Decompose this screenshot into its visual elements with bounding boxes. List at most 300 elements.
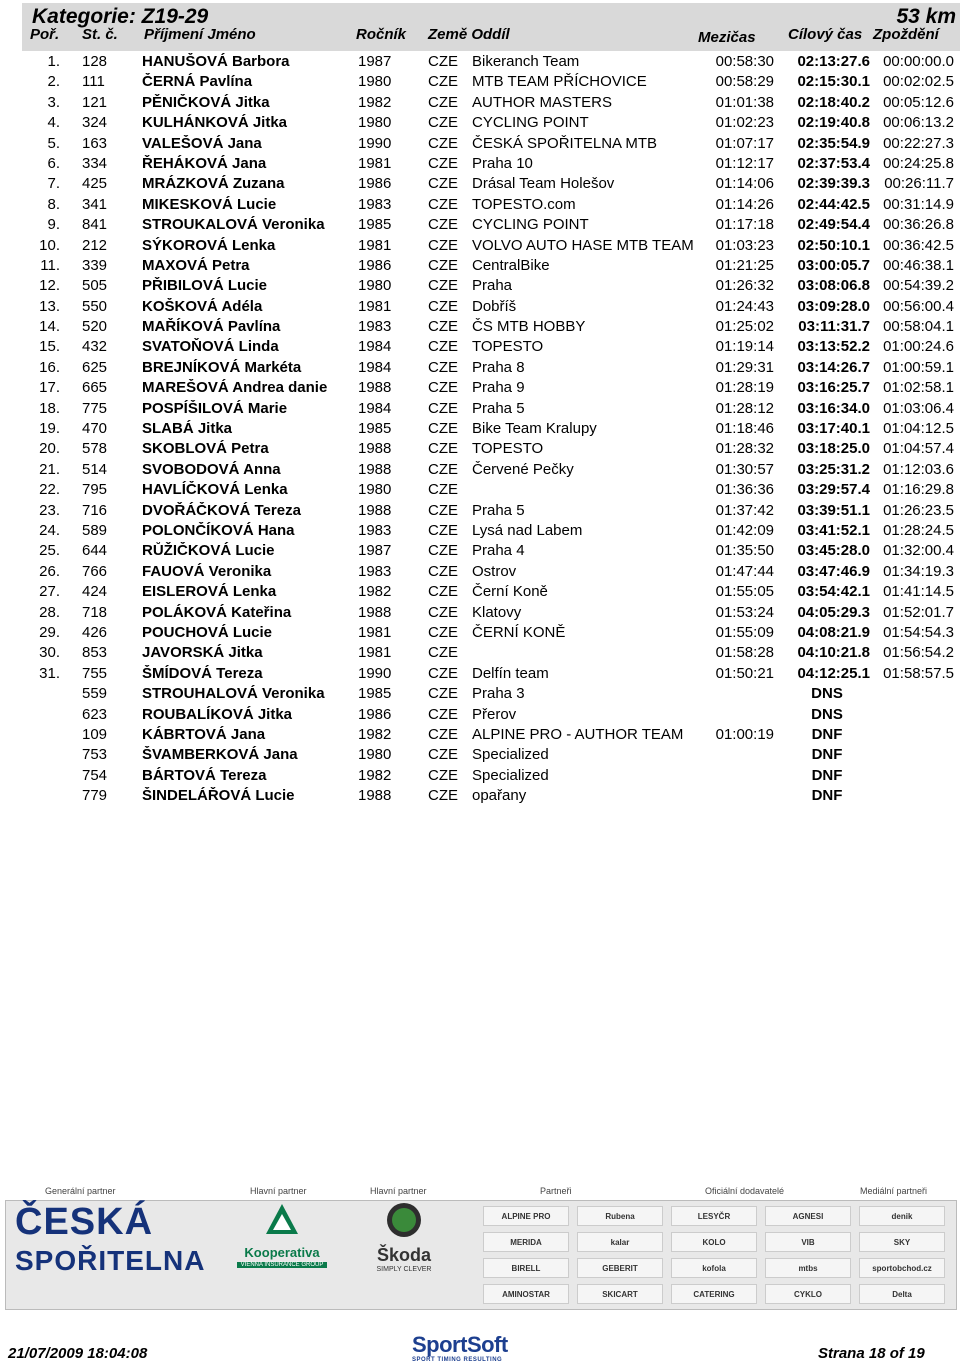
cell-finish: 04:08:21.9	[797, 623, 870, 641]
cell-nat: CZE	[428, 358, 458, 376]
cell-gap: 00:06:13.2	[883, 114, 954, 132]
cell-rank: 8.	[47, 195, 60, 213]
cell-nat: CZE	[428, 318, 458, 336]
cell-split: 01:50:21	[715, 664, 774, 682]
cell-st: 841	[82, 216, 108, 234]
cell-club: Delfín team	[472, 664, 549, 682]
cell-club: Praha 4	[472, 542, 525, 560]
cell-st: 625	[82, 358, 108, 376]
table-row	[0, 358, 960, 378]
cell-club: TOPESTO	[472, 440, 544, 458]
cell-rank: 6.	[47, 154, 60, 172]
cell-club: Přerov	[472, 705, 517, 723]
cell-st: 425	[82, 175, 108, 193]
cell-st: 432	[82, 338, 108, 356]
cell-st: 121	[82, 93, 108, 111]
sportsoft-logo-text: SportSoft	[412, 1332, 508, 1357]
sponsor-strip	[5, 1180, 957, 1320]
cell-st: 514	[82, 460, 108, 478]
partner-logo: MERIDA	[483, 1232, 569, 1252]
cell-gap: 01:12:03.6	[883, 460, 954, 478]
cell-name: ŘEHÁKOVÁ Jana	[142, 154, 267, 172]
cell-year: 1984	[358, 338, 392, 356]
cell-name: DVOŘÁČKOVÁ Tereza	[142, 501, 301, 519]
cell-rank: 13.	[39, 297, 60, 315]
cell-finish: 04:05:29.3	[797, 603, 870, 621]
cell-finish: DNF	[811, 766, 843, 784]
cell-name: SLABÁ Jitka	[142, 420, 233, 438]
col-rank: Poř.	[30, 26, 60, 43]
cell-name: KÁBRTOVÁ Jana	[142, 725, 266, 743]
table-row	[0, 154, 960, 174]
cell-st: 426	[82, 623, 108, 641]
cell-year: 1983	[358, 318, 392, 336]
cell-year: 1985	[358, 216, 392, 234]
cell-nat: CZE	[428, 623, 458, 641]
table-row	[0, 215, 960, 235]
table-row	[0, 603, 960, 623]
cell-nat: CZE	[428, 338, 458, 356]
cell-nat: CZE	[428, 440, 458, 458]
cell-club: Praha 5	[472, 501, 525, 519]
cell-split: 01:26:32	[715, 277, 774, 295]
cell-name: RŮŽIČKOVÁ Lucie	[142, 542, 275, 560]
skoda-name: Škoda	[376, 1245, 432, 1265]
col-finish: Cílový čas	[788, 26, 863, 43]
cell-gap: 00:36:26.8	[883, 216, 954, 234]
cell-gap: 00:26:11.7	[884, 175, 954, 193]
cell-split: 01:30:57	[715, 460, 774, 478]
cell-gap: 01:02:58.1	[883, 379, 954, 397]
cell-st: 665	[82, 379, 108, 397]
cell-year: 1984	[358, 358, 392, 376]
cell-rank: 24.	[39, 521, 60, 539]
table-row	[0, 725, 960, 745]
partner-logo: CYKLO	[765, 1284, 851, 1304]
cell-gap: 00:22:27.3	[883, 134, 954, 152]
cell-st: 424	[82, 583, 108, 601]
cell-year: 1980	[358, 73, 392, 91]
table-row	[0, 317, 960, 337]
cell-finish: 03:47:46.9	[797, 562, 870, 580]
cell-nat: CZE	[428, 73, 458, 91]
cell-rank: 5.	[47, 134, 60, 152]
table-row	[0, 501, 960, 521]
partner-logo: kofola	[671, 1258, 757, 1278]
cell-name: PŘIBILOVÁ Lucie	[142, 277, 268, 295]
cell-finish: 02:18:40.2	[797, 93, 870, 111]
cell-finish: 02:44:42.5	[797, 195, 870, 213]
cell-split: 01:18:46	[715, 420, 774, 438]
cell-year: 1988	[358, 501, 392, 519]
cell-st: 589	[82, 521, 108, 539]
cell-name: FAUOVÁ Veronika	[142, 562, 272, 580]
cell-year: 1980	[358, 277, 392, 295]
cell-finish: 02:13:27.6	[797, 53, 870, 70]
cell-club: Lysá nad Labem	[472, 521, 583, 539]
table-row	[0, 72, 960, 92]
cell-nat: CZE	[428, 460, 458, 478]
cell-gap: 00:02:02.5	[883, 73, 954, 91]
cell-name: MRÁZKOVÁ Zuzana	[142, 175, 285, 193]
cell-club: Praha 10	[472, 154, 533, 172]
cell-rank: 4.	[47, 114, 60, 132]
results-table	[0, 52, 960, 806]
table-row	[0, 236, 960, 256]
table-row	[0, 52, 960, 72]
cell-nat: CZE	[428, 297, 458, 315]
cell-nat: CZE	[428, 399, 458, 417]
cell-split: 01:14:06	[715, 175, 774, 193]
cell-year: 1980	[358, 114, 392, 132]
cell-club: Praha 3	[472, 685, 525, 703]
cell-finish: 03:16:25.7	[797, 379, 870, 397]
table-row	[0, 134, 960, 154]
cell-name: STROUKALOVÁ Veronika	[142, 216, 325, 234]
cell-rank: 10.	[39, 236, 60, 254]
cell-name: MAXOVÁ Petra	[142, 256, 250, 274]
cell-name: SÝKOROVÁ Lenka	[142, 236, 276, 254]
cell-club: CYCLING POINT	[472, 216, 589, 234]
cell-name: KOŠKOVÁ Adéla	[142, 297, 263, 315]
cell-rank: 17.	[39, 379, 60, 397]
table-row	[0, 705, 960, 725]
cell-st: 795	[82, 481, 108, 499]
cell-year: 1986	[358, 256, 392, 274]
cell-st: 109	[82, 725, 108, 743]
cell-finish: 03:29:57.4	[797, 481, 870, 499]
cell-split: 01:28:19	[715, 379, 774, 397]
cell-split: 01:42:09	[715, 521, 774, 539]
table-row	[0, 623, 960, 643]
cell-year: 1981	[358, 154, 392, 172]
ceska-sporitelna-logo	[15, 1200, 205, 1290]
cell-rank: 19.	[39, 420, 60, 438]
cs-logo-line-2: SPOŘITELNA	[15, 1245, 206, 1276]
cell-club: Praha	[472, 277, 513, 295]
cell-year: 1988	[358, 379, 392, 397]
cell-gap: 01:16:29.8	[883, 481, 954, 499]
cell-year: 1986	[358, 175, 392, 193]
cell-club: CentralBike	[472, 256, 550, 274]
cell-name: POUCHOVÁ Lucie	[142, 623, 273, 641]
cell-club: VOLVO AUTO HASE MTB TEAM	[472, 236, 694, 254]
general-partner-label: Generální partner	[45, 1186, 116, 1196]
cell-gap: 00:24:25.8	[883, 154, 954, 172]
cell-split: 01:14:26	[715, 195, 774, 213]
cell-finish: 03:45:28.0	[797, 542, 870, 560]
media-partners-label: Mediální partneři	[860, 1186, 928, 1196]
cell-st: 755	[82, 664, 108, 682]
cell-name: ČERNÁ Pavlína	[142, 73, 253, 91]
col-gap: Zpoždění	[873, 26, 939, 43]
cell-rank: 25.	[39, 542, 60, 560]
cell-st: 212	[82, 236, 108, 254]
table-row	[0, 195, 960, 215]
table-row	[0, 521, 960, 541]
cell-name: POLÁKOVÁ Kateřina	[142, 603, 292, 621]
cell-year: 1980	[358, 746, 392, 764]
cell-st: 339	[82, 256, 108, 274]
cell-st: 623	[82, 705, 108, 723]
cell-split: 01:37:42	[715, 501, 774, 519]
cell-gap: 01:54:54.3	[883, 623, 954, 641]
partner-logo: GEBERIT	[577, 1258, 663, 1278]
cell-name: SVATOŇOVÁ Linda	[142, 338, 279, 356]
cell-year: 1985	[358, 420, 392, 438]
cell-rank: 14.	[39, 318, 60, 336]
print-timestamp: 21/07/2009 18:04:08	[8, 1345, 148, 1362]
cell-rank: 11.	[40, 256, 60, 274]
cell-nat: CZE	[428, 256, 458, 274]
partner-logo: ALPINE PRO	[483, 1206, 569, 1226]
cell-year: 1987	[358, 53, 392, 70]
cell-nat: CZE	[428, 603, 458, 621]
table-row	[0, 582, 960, 602]
cell-gap: 00:36:42.5	[883, 236, 954, 254]
cell-club: Drásal Team Holešov	[472, 175, 615, 193]
official-suppliers-label: Oficiální dodavatelé	[705, 1186, 785, 1196]
cell-st: 163	[82, 134, 108, 152]
cell-gap: 01:34:19.3	[883, 562, 954, 580]
table-row	[0, 337, 960, 357]
table-row	[0, 276, 960, 296]
table-row	[0, 684, 960, 704]
category-title: Kategorie: Z19-29	[32, 5, 209, 28]
cell-st: 753	[82, 746, 108, 764]
cell-year: 1990	[358, 664, 392, 682]
table-row	[0, 378, 960, 398]
cell-year: 1984	[358, 399, 392, 417]
table-row	[0, 439, 960, 459]
cell-st: 128	[82, 53, 108, 70]
cell-finish: DNS	[811, 705, 843, 723]
cell-club: Praha 9	[472, 379, 525, 397]
cell-nat: CZE	[428, 562, 458, 580]
cs-logo-line-1: ČESKÁ	[15, 1201, 154, 1243]
cell-rank: 27.	[39, 583, 60, 601]
table-row	[0, 93, 960, 113]
cell-finish: 03:14:26.7	[797, 358, 870, 376]
cell-club: Černí Koně	[472, 583, 548, 601]
cell-finish: 03:00:05.7	[797, 256, 870, 274]
partner-logo: AGNESI	[765, 1206, 851, 1226]
cell-name: VALEŠOVÁ Jana	[142, 134, 262, 152]
cell-rank: 9.	[47, 216, 60, 234]
cell-split: 01:36:36	[715, 481, 774, 499]
cell-finish: 03:13:52.2	[797, 338, 870, 356]
cell-st: 550	[82, 297, 108, 315]
table-row	[0, 480, 960, 500]
cell-finish: 03:54:42.1	[797, 583, 870, 601]
partner-logo: Rubena	[577, 1206, 663, 1226]
table-row	[0, 174, 960, 194]
cell-name: ŠVAMBERKOVÁ Jana	[142, 746, 298, 764]
table-row	[0, 113, 960, 133]
cell-year: 1983	[358, 195, 392, 213]
cell-split: 01:00:19	[715, 725, 774, 743]
sportsoft-logo	[412, 1333, 548, 1369]
cell-year: 1980	[358, 481, 392, 499]
cell-club: ČESKÁ SPOŘITELNA MTB	[472, 134, 658, 152]
cell-nat: CZE	[428, 787, 458, 805]
cell-rank: 20.	[39, 440, 60, 458]
cell-nat: CZE	[428, 277, 458, 295]
cell-st: 718	[82, 603, 108, 621]
cell-club: Specialized	[472, 766, 549, 784]
table-row	[0, 786, 960, 806]
cell-rank: 23.	[39, 501, 60, 519]
cell-rank: 28.	[39, 603, 60, 621]
skoda-sub: SIMPLY CLEVER	[376, 1266, 432, 1273]
cell-rank: 22.	[39, 481, 60, 499]
cell-nat: CZE	[428, 725, 458, 743]
cell-split: 00:58:29	[715, 73, 774, 91]
cell-name: BÁRTOVÁ Tereza	[142, 766, 267, 784]
cell-st: 324	[82, 114, 108, 132]
distance-label: 53 km	[896, 5, 956, 28]
cell-nat: CZE	[428, 216, 458, 234]
cell-gap: 01:52:01.7	[883, 603, 954, 621]
table-row	[0, 399, 960, 419]
cell-club: TOPESTO	[472, 338, 544, 356]
skoda-logo	[349, 1200, 459, 1290]
partner-logo: SKICART	[577, 1284, 663, 1304]
cell-nat: CZE	[428, 420, 458, 438]
cell-nat: CZE	[428, 664, 458, 682]
cell-nat: CZE	[428, 542, 458, 560]
table-row	[0, 562, 960, 582]
table-row	[0, 460, 960, 480]
cell-name: ROUBALÍKOVÁ Jitka	[142, 705, 293, 723]
cell-club: ČERNÍ KONĚ	[472, 623, 566, 641]
cell-finish: 02:39:39.3	[797, 175, 870, 193]
cell-nat: CZE	[428, 93, 458, 111]
cell-nat: CZE	[428, 236, 458, 254]
cell-st: 341	[82, 195, 108, 213]
cell-club: ČS MTB HOBBY	[472, 318, 586, 336]
cell-finish: 02:37:53.4	[797, 154, 870, 172]
cell-name: POSPÍŠILOVÁ Marie	[142, 399, 288, 417]
table-row	[0, 297, 960, 317]
cell-year: 1990	[358, 134, 392, 152]
cell-split: 01:03:23	[715, 236, 774, 254]
cell-split: 01:28:32	[715, 440, 774, 458]
cell-gap: 01:03:06.4	[883, 399, 954, 417]
cell-club: Praha 8	[472, 358, 525, 376]
cell-gap: 00:58:04.1	[883, 318, 954, 336]
cell-st: 470	[82, 420, 108, 438]
cell-st: 853	[82, 644, 108, 662]
cell-finish: 03:09:28.0	[797, 297, 870, 315]
cell-club: TOPESTO.com	[472, 195, 576, 213]
cell-nat: CZE	[428, 379, 458, 397]
cell-gap: 00:54:39.2	[883, 277, 954, 295]
kooperativa-logo	[231, 1200, 333, 1290]
col-year: Ročník	[356, 26, 407, 43]
cell-nat: CZE	[428, 134, 458, 152]
cell-nat: CZE	[428, 175, 458, 193]
cell-rank: 15.	[39, 338, 60, 356]
main-partner-label-1: Hlavní partner	[250, 1186, 307, 1196]
cell-name: SVOBODOVÁ Anna	[142, 460, 281, 478]
col-country-club: Země Oddíl	[428, 26, 510, 43]
cell-st: 505	[82, 277, 108, 295]
sportsoft-logo-sub: SPORT TIMING RESULTING	[412, 1357, 503, 1363]
cell-rank: 7.	[47, 175, 60, 193]
cell-rank: 1.	[47, 53, 60, 70]
col-split: Mezičas	[698, 29, 756, 46]
cell-nat: CZE	[428, 501, 458, 519]
partner-logo: mtbs	[765, 1258, 851, 1278]
cell-st: 559	[82, 685, 108, 703]
partner-logo-grid	[475, 1200, 953, 1310]
cell-finish: 02:15:30.1	[797, 73, 870, 91]
cell-split: 01:25:02	[715, 318, 774, 336]
cell-split: 01:02:23	[715, 114, 774, 132]
page-number: Strana 18 of 19	[818, 1345, 925, 1362]
cell-club: Praha 5	[472, 399, 525, 417]
partner-logo: BIRELL	[483, 1258, 569, 1278]
cell-st: 520	[82, 318, 108, 336]
cell-gap: 00:31:14.9	[883, 195, 954, 213]
cell-name: MAŘÍKOVÁ Pavlína	[142, 318, 281, 336]
cell-split: 01:24:43	[715, 297, 774, 315]
table-row	[0, 664, 960, 684]
cell-nat: CZE	[428, 53, 458, 70]
cell-year: 1988	[358, 603, 392, 621]
cell-nat: CZE	[428, 521, 458, 539]
cell-gap: 01:04:57.4	[883, 440, 954, 458]
table-row	[0, 745, 960, 765]
cell-year: 1988	[358, 440, 392, 458]
cell-finish: 03:41:52.1	[797, 521, 870, 539]
cell-year: 1987	[358, 542, 392, 560]
cell-rank: 31.	[39, 664, 60, 682]
cell-name: MAREŠOVÁ Andrea danie	[142, 379, 328, 397]
cell-finish: 03:11:31.7	[798, 318, 870, 336]
cell-finish: 02:35:54.9	[797, 134, 870, 152]
cell-nat: CZE	[428, 746, 458, 764]
cell-finish: 03:16:34.0	[797, 399, 870, 417]
cell-st: 779	[82, 787, 108, 805]
cell-club: Klatovy	[472, 603, 522, 621]
partner-logo: Delta	[859, 1284, 945, 1304]
cell-split: 01:53:24	[715, 603, 774, 621]
cell-split: 01:29:31	[715, 358, 774, 376]
cell-nat: CZE	[428, 154, 458, 172]
cell-gap: 01:00:24.6	[883, 338, 954, 356]
cell-name: JAVORSKÁ Jitka	[142, 644, 263, 662]
cell-year: 1982	[358, 725, 392, 743]
kooperativa-sub: VIENNA INSURANCE GROUP	[237, 1262, 327, 1268]
cell-rank: 12.	[39, 277, 60, 295]
cell-year: 1982	[358, 583, 392, 601]
table-row	[0, 541, 960, 561]
cell-nat: CZE	[428, 195, 458, 213]
cell-club: Bike Team Kralupy	[472, 420, 597, 438]
cell-name: ŠMÍDOVÁ Tereza	[142, 664, 263, 682]
cell-finish: 03:08:06.8	[797, 277, 870, 295]
cell-year: 1982	[358, 93, 392, 111]
cell-gap: 01:58:57.5	[883, 664, 954, 682]
cell-rank: 21.	[39, 460, 60, 478]
cell-rank: 3.	[47, 93, 60, 111]
cell-gap: 00:46:38.1	[883, 256, 954, 274]
cell-st: 775	[82, 399, 108, 417]
cell-name: KULHÁNKOVÁ Jitka	[142, 114, 288, 132]
cell-club: ALPINE PRO - AUTHOR TEAM	[472, 725, 684, 743]
